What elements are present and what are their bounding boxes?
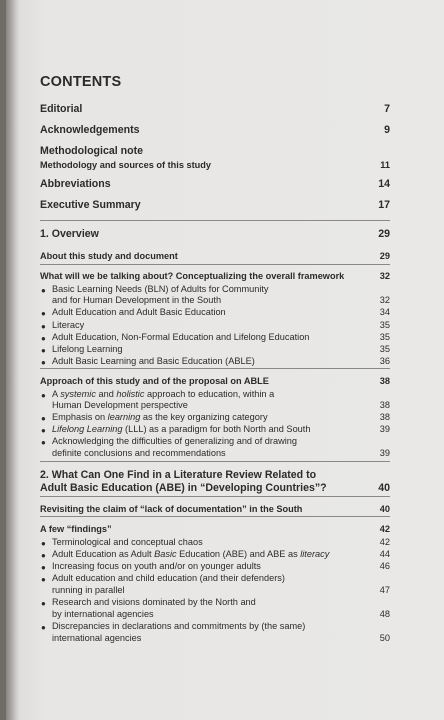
bullet-icon: ● <box>41 563 46 572</box>
spine-shadow <box>6 0 20 720</box>
toc-entry-title: Adult Education and Adult Basic Education <box>52 307 226 317</box>
bullet-icon: ● <box>41 309 46 318</box>
toc-entry-title: Approach of this study and of the proposal on ABLE <box>40 376 269 386</box>
toc-entry-title: A systemic and holistic approach to education, within a <box>52 389 275 399</box>
bullet-icon: ● <box>41 599 46 608</box>
section-rule <box>40 220 390 221</box>
toc-entry-title: definite conclusions and recommendations <box>52 448 226 458</box>
bullet-icon: ● <box>41 391 46 400</box>
toc-entry-title: Adult Education as Adult Basic Education (ABE) and ABE as literacy <box>52 549 330 559</box>
toc-entry-title: Revisiting the claim of “lack of documentation” in the South <box>40 504 303 514</box>
bullet-icon: ● <box>41 286 46 295</box>
contents-heading: CONTENTS <box>40 74 122 90</box>
bullet-icon: ● <box>41 426 46 435</box>
toc-entry-title: Methodological note <box>40 145 143 157</box>
bullet-icon: ● <box>41 551 46 560</box>
bullet-icon: ● <box>41 438 46 447</box>
toc-page-number: 38 <box>379 412 390 422</box>
toc-page-number: 35 <box>379 344 390 354</box>
toc-entry-title: Lifelong Learning <box>52 344 123 354</box>
toc-page-number: 17 <box>378 199 390 211</box>
toc-entry-title: and for Human Development in the South <box>52 295 222 305</box>
section-rule <box>40 368 390 369</box>
toc-page-number: 42 <box>379 524 390 534</box>
book-page <box>6 0 444 720</box>
toc-page-number: 39 <box>379 424 390 434</box>
toc-page-number: 42 <box>379 537 390 547</box>
section-rule <box>40 264 390 265</box>
toc-page-number: 46 <box>379 561 390 571</box>
toc-page-number: 38 <box>379 400 390 410</box>
toc-page-number: 29 <box>379 251 390 261</box>
toc-entry-title: Abbreviations <box>40 178 111 190</box>
toc-entry-title: Acknowledging the difficulties of generalizing and of drawing <box>52 436 297 446</box>
toc-entry-title: Methodology and sources of this study <box>40 160 212 170</box>
toc-entry-title: by international agencies <box>52 609 154 619</box>
bullet-icon: ● <box>41 322 46 331</box>
toc-page-number: 38 <box>379 376 390 386</box>
toc-entry-title: Executive Summary <box>40 199 141 211</box>
toc-page-number: 34 <box>379 307 390 317</box>
toc-page-number: 48 <box>379 609 390 619</box>
toc-entry-title: Human Development perspective <box>52 400 188 410</box>
toc-page-number: 35 <box>379 320 390 330</box>
toc-entry-title: Editorial <box>40 103 83 115</box>
toc-entry-title: Adult Basic Education (ABE) in “Developing Countries”? <box>40 482 327 494</box>
toc-entry-title: 2. What Can One Find in a Literature Review Related to <box>40 469 317 481</box>
toc-entry-title: Lifelong Learning (LLL) as a paradigm for both North and South <box>52 424 311 434</box>
bullet-icon: ● <box>41 358 46 367</box>
toc-page-number: 35 <box>379 332 390 342</box>
bullet-icon: ● <box>41 414 46 423</box>
toc-page-number: 32 <box>379 295 390 305</box>
toc-page-number: 11 <box>380 160 390 170</box>
toc-entry-title: A few “findings” <box>40 524 112 534</box>
toc-entry-title: Increasing focus on youth and/or on younger adults <box>52 561 261 571</box>
toc-page-number: 50 <box>379 633 390 643</box>
toc-page-number: 14 <box>378 178 390 190</box>
toc-entry-title: 1. Overview <box>40 228 99 240</box>
toc-page-number: 9 <box>384 124 390 136</box>
toc-entry-title: running in parallel <box>52 585 125 595</box>
bullet-icon: ● <box>41 575 46 584</box>
bullet-icon: ● <box>41 334 46 343</box>
toc-page-number: 29 <box>378 228 390 240</box>
toc-entry-title: About this study and document <box>40 251 178 261</box>
toc-entry-title: Emphasis on learning as the key organizing category <box>52 412 268 422</box>
toc-entry-title: Literacy <box>52 320 85 330</box>
section-rule <box>40 461 390 462</box>
toc-page-number: 32 <box>379 271 390 281</box>
toc-entry-title: What will we be talking about? Conceptualizing the overall framework <box>40 271 345 281</box>
toc-page-number: 36 <box>379 356 390 366</box>
toc-page-number: 44 <box>379 549 390 559</box>
toc-entry-title: Adult Basic Learning and Basic Education (ABLE) <box>52 356 255 366</box>
toc-entry-title: Discrepancies in declarations and commitments by (the same) <box>52 621 306 631</box>
toc-entry-title: Basic Learning Needs (BLN) of Adults for Community <box>52 284 269 294</box>
section-rule <box>40 496 390 497</box>
toc-page-number: 40 <box>379 504 390 514</box>
toc-entry-title: Adult Education, Non-Formal Education and Lifelong Education <box>52 332 310 342</box>
toc-page-number: 40 <box>378 482 390 494</box>
toc-page-number: 47 <box>379 585 390 595</box>
toc-entry-title: international agencies <box>52 633 142 643</box>
table-of-contents <box>40 0 390 720</box>
bullet-icon: ● <box>41 346 46 355</box>
toc-entry-title: Terminological and conceptual chaos <box>52 537 203 547</box>
toc-page-number: 7 <box>384 103 390 115</box>
bullet-icon: ● <box>41 539 46 548</box>
toc-entry-title: Research and visions dominated by the North and <box>52 597 256 607</box>
toc-page-number: 39 <box>379 448 390 458</box>
toc-entry-title: Adult education and child education (and their defenders) <box>52 573 285 583</box>
bullet-icon: ● <box>41 623 46 632</box>
section-rule <box>40 516 390 517</box>
toc-entry-title: Acknowledgements <box>40 124 140 136</box>
